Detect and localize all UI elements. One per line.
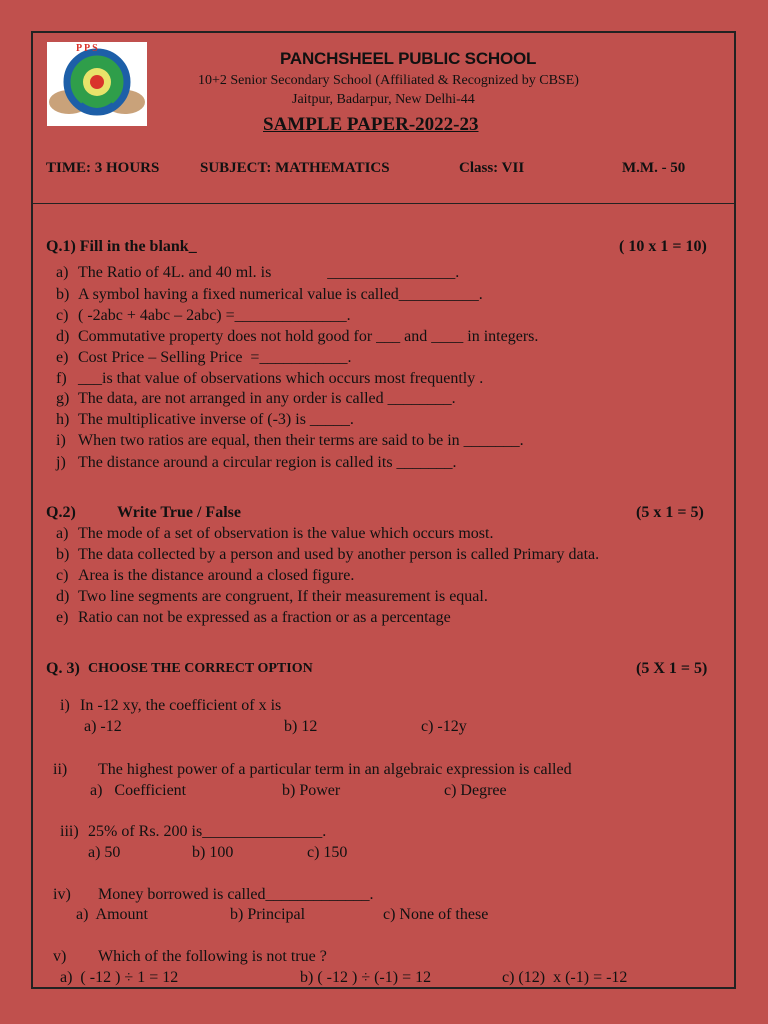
q1-item: b) A symbol having a fixed numerical value is called__________.: [56, 286, 483, 303]
q3-option: b) Power: [282, 782, 341, 799]
q3-question: i) In -12 xy, the coefficient of x is: [60, 697, 282, 714]
q2-number: Q.2): [46, 504, 76, 521]
marks-label: M.M. - 50: [622, 160, 686, 176]
subject-label: SUBJECT: MATHEMATICS: [200, 160, 390, 176]
q3-question: iv) Money borrowed is called_____________.: [53, 886, 374, 903]
paper-title: SAMPLE PAPER-2022-23: [263, 114, 479, 135]
q1-item: g) The data, are not arranged in any order is called ________.: [56, 390, 456, 407]
header-divider: [33, 203, 734, 204]
school-logo: [47, 42, 147, 126]
q3-option: c) -12y: [421, 718, 467, 735]
q3-question: v) Which of the following is not true ?: [53, 948, 327, 965]
q3-option: b) 12: [284, 718, 318, 735]
q3-option: c) 150: [307, 844, 348, 861]
q3-title: CHOOSE THE CORRECT OPTION: [88, 661, 313, 676]
q3-option: c) (12) x (-1) = -12: [502, 969, 628, 986]
address-text: Jaitpur, Badarpur, New Delhi-44: [292, 92, 475, 107]
q3-number: Q. 3): [46, 660, 80, 677]
q2-item: d) Two line segments are congruent, If their measurement is equal.: [56, 588, 488, 605]
q1-item: e) Cost Price – Selling Price =___________.: [56, 349, 352, 366]
q3-marks: (5 X 1 = 5): [636, 660, 708, 677]
q3-option: b) ( -12 ) ÷ (-1) = 12: [300, 969, 432, 986]
q1-item: c) ( -2abc + 4abc – 2abc) =______________.: [56, 307, 351, 324]
q3-question: iii) 25% of Rs. 200 is_______________.: [60, 823, 327, 840]
q3-question: ii) The highest power of a particular term in an algebraic expression is called: [53, 761, 572, 778]
q2-item: c) Area is the distance around a closed figure.: [56, 567, 355, 584]
q1-item: f) ___is that value of observations which occurs most frequently .: [56, 370, 484, 387]
q2-item: e) Ratio can not be expressed as a fraction or as a percentage: [56, 609, 451, 626]
q3-option: c) None of these: [383, 906, 489, 923]
q3-option: c) Degree: [444, 782, 507, 799]
logo-letters: P P S: [76, 43, 98, 54]
q3-option: a) 50: [88, 844, 121, 861]
q3-option: a) -12: [84, 718, 122, 735]
q1-item: h) The multiplicative inverse of (-3) is _____.: [56, 411, 354, 428]
q2-marks: (5 x 1 = 5): [636, 504, 704, 521]
q2-title: Write True / False: [117, 504, 241, 521]
q1-item: a) The Ratio of 4L. and 40 ml. is ________________.: [56, 264, 460, 281]
q3-option: b) Principal: [230, 906, 306, 923]
q3-option: b) 100: [192, 844, 234, 861]
affiliation-text: 10+2 Senior Secondary School (Affiliated & Recognized by CBSE): [198, 73, 579, 88]
q1-marks: ( 10 x 1 = 10): [619, 238, 707, 255]
q3-option: a) ( -12 ) ÷ 1 = 12: [60, 969, 179, 986]
class-label: Class: VII: [459, 160, 525, 176]
q2-item: b) The data collected by a person and used by another person is called Primary data.: [56, 546, 600, 563]
school-name: PANCHSHEEL PUBLIC SCHOOL: [280, 49, 537, 68]
q3-option: a) Amount: [76, 906, 148, 923]
q2-item: a) The mode of a set of observation is the value which occurs most.: [56, 525, 494, 542]
q1-item: d) Commutative property does not hold good for ___ and ____ in integers.: [56, 328, 539, 345]
q1-item: i) When two ratios are equal, then their terms are said to be in _______.: [56, 432, 524, 449]
globe-hands-icon: [47, 42, 147, 126]
q3-option: a) Coefficient: [90, 782, 187, 799]
q1-item: j) The distance around a circular region is called its _______.: [56, 454, 457, 471]
q1-title: Q.1) Fill in the blank_: [46, 238, 197, 255]
time-label: TIME: 3 HOURS: [46, 160, 160, 176]
